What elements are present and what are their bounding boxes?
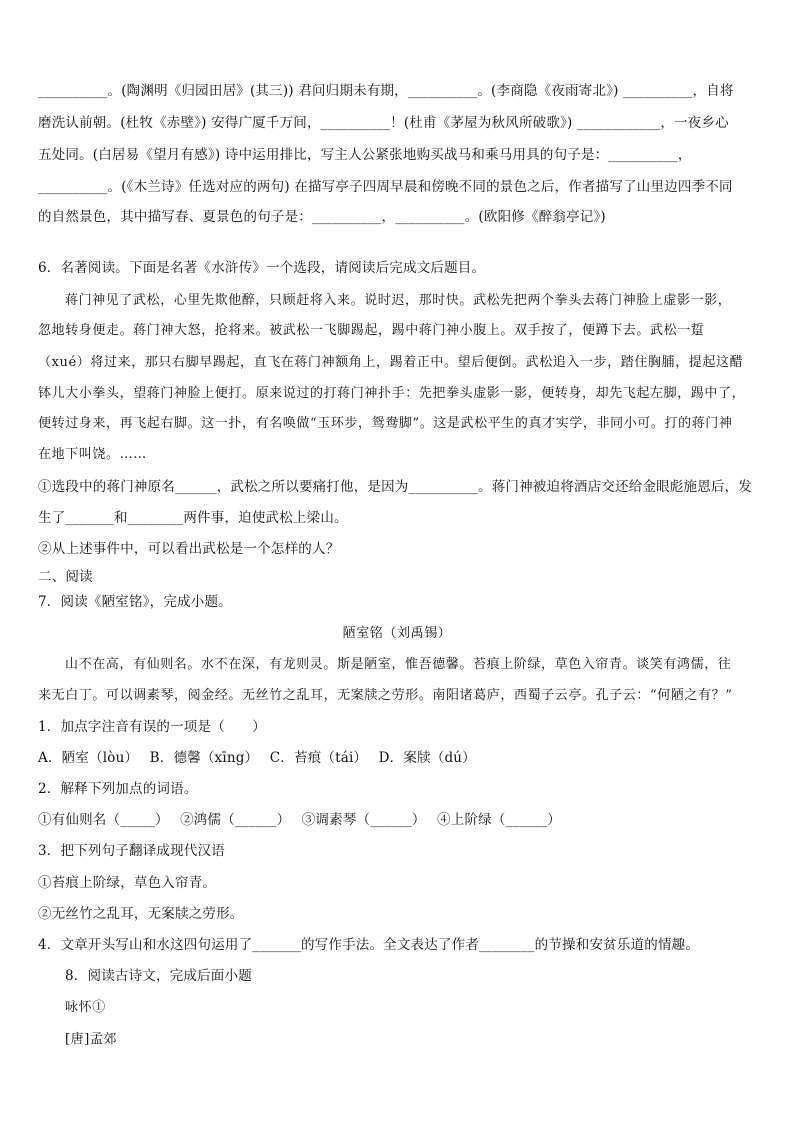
section-heading-reading: 二、阅读	[38, 569, 93, 585]
fill-blank-line-2: 磨洗认前朝。(杜牧《赤壁》) 安得广厦千万间，__________！(杜甫《茅屋为秋风所破歌》) ____________，一夜乡心	[38, 115, 729, 131]
excerpt-line-6: 在地下叫饶。……	[38, 447, 147, 462]
poem-title: 陋室铭（刘禹锡）	[342, 626, 452, 641]
fill-blank-line-4: __________。(《木兰诗》任选对应的两句) 在描写亭子四周早晨和傍晚不同的景色之后，作者描写了山里边四季不同	[38, 179, 733, 195]
subquestion-1-options: A．陋室（lòu） B．德馨（xīng） C．苔痕（tái） D．案牍（dú）	[38, 750, 476, 766]
fill-blank-line-1: __________。(陶渊明《归园田居》(其三)) 君问归期未有期，__________。(李商隐《夜雨寄北》) __________，自将	[38, 83, 734, 99]
question-7-heading: 7．阅读《陋室铭》，完成小题。	[38, 594, 232, 610]
subquestion-2: 2．解释下列加点的词语。	[38, 781, 198, 797]
question-8-heading: 8．阅读古诗文，完成后面小题	[65, 968, 252, 984]
poem-8-title: 咏怀①	[65, 1000, 106, 1015]
question-6-heading: 6．名著阅读。下面是名著《水浒传》一个选段，请阅读后完成文后题目。	[38, 260, 486, 276]
poem-line-1: 山不在高，有仙则名。水不在深，有龙则灵。斯是陋室，惟吾德馨。苔痕上阶绿，草色入帘青。谈笑有鸿儒，往	[65, 657, 732, 672]
question-6-part-1: ①选段中的蒋门神原名______，武松之所以要痛打他，是因为__________。蒋门神被迫将酒店交还给金眼彪施恩后，发	[38, 479, 752, 495]
subquestion-4: 4．文章开头写山和水这四句运用了_______的写作手法。全文表达了作者________的节操和安贫乐道的情趣。	[38, 937, 700, 953]
question-6-part-1-cont: 生了_______和________两件事，迫使武松上梁山。	[38, 510, 348, 526]
subquestion-3-item-2: ②无丝竹之乱耳，无案牍之劳形。	[38, 906, 244, 922]
excerpt-line-4: 钵儿大小拳头，望蒋门神脸上便打。原来说过的打蒋门神扑手：先把拳头虚影一影，便转身，却先飞起左脚，踢中了，	[38, 386, 746, 401]
excerpt-line-1: 蒋门神见了武松，心里先欺他醉，只顾赶将入来。说时迟，那时快。武松先把两个拳头去蒋门神脸上虚影一影，	[65, 293, 732, 308]
excerpt-line-3: （xué）将过来，那只右脚早踢起，直飞在蒋门神额角上，踢着正中。望后便倒。武松追入一步，踏住胸脯，提起这醋	[38, 355, 744, 370]
subquestion-3-item-1: ①苔痕上阶绿，草色入帘青。	[38, 875, 217, 891]
subquestion-2-items: ①有仙则名（_____） ②鸿儒（______） ③调素琴（______） ④上阶绿（______）	[38, 812, 561, 828]
subquestion-1: 1．加点字注音有误的一项是（ ）	[38, 719, 266, 735]
excerpt-line-5: 便转过身来，再飞起右脚。这一扑，有名唤做“玉环步，鸳鸯脚”。这是武松平生的真才实学，非同小可。打的蒋门神	[38, 416, 733, 431]
fill-blank-line-3: 五处同。(白居易《望月有感》) 诗中运用排比，写主人公紧张地购买战马和乘马用具的句子是：__________，	[38, 147, 692, 163]
question-6-part-2: ②从上述事件中，可以看出武松是一个怎样的人？	[38, 541, 340, 557]
fill-blank-line-5: 的自然景色，其中描写春、夏景色的句子是：__________，__________。(欧阳修《醉翁亭记》)	[38, 209, 606, 225]
poem-8-author: [唐]孟郊	[65, 1032, 118, 1047]
subquestion-3: 3．把下列句子翻译成现代汉语	[38, 843, 225, 859]
excerpt-line-2: 忽地转身便走。蒋门神大怒，抢将来。被武松一飞脚踢起，踢中蒋门神小腹上。双手按了，便蹲下去。武松一踅	[38, 323, 705, 338]
poem-line-2: 来无白丁。可以调素琴，阅金经。无丝竹之乱耳，无案牍之劳形。南阳诸葛庐，西蜀子云亭。孔子云：“何陋之有？”	[38, 688, 733, 703]
